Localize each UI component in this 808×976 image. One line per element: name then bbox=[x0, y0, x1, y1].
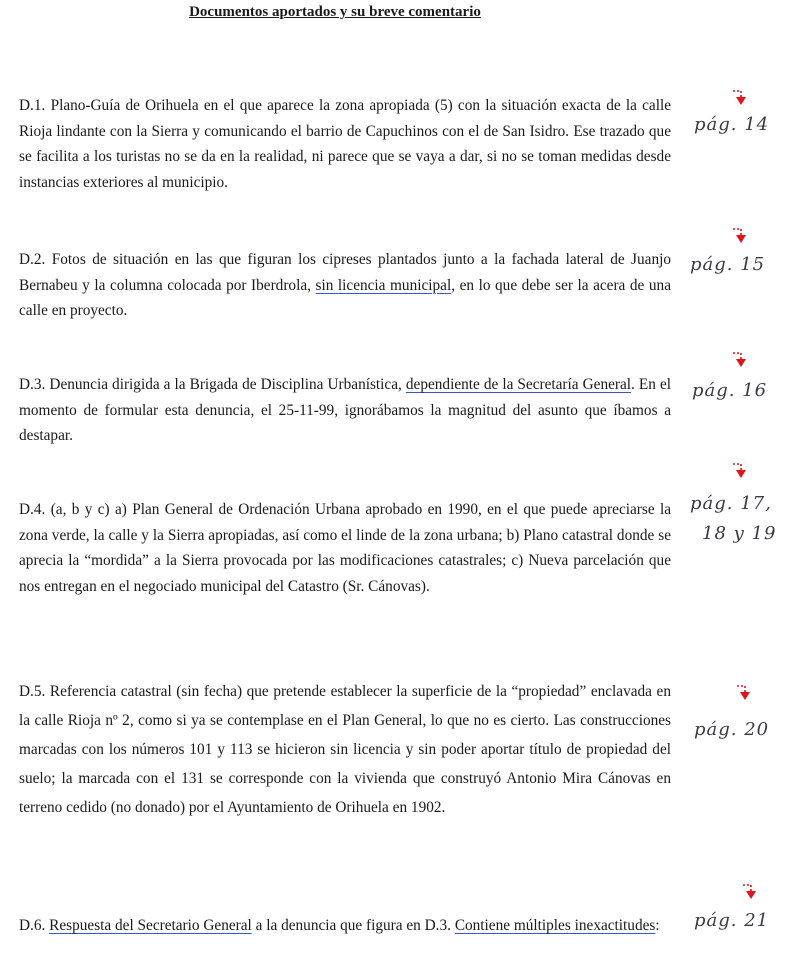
entry-text: D.1. Plano-Guía de Orihuela en el que aparece la zona apropiada (5) con la situación exacta de la calle Rioja lindante con la Sierra y comunicando el barrio de Capuchinos con el de San Isidro. Ese trazado que se facilita a los turistas no se da en la realidad, ni parece que se vaya a dar, si no se toman medidas desde instancias exteriores al municipio. bbox=[19, 97, 671, 191]
red-down-arrow-icon bbox=[730, 226, 750, 246]
entry-text: D.5. Referencia catastral (sin fecha) que pretende establecer la superficie de la “propiedad” enclavada en la calle Rioja nº 2, como si ya se contemplase en el Plan General, lo que no es cierto. Las construcciones marcadas con los números 101 y 113 se hicieron sin licencia y sin poder aportar título de propiedad del suelo; la marcada con el 131 se corresponde con la vivienda que construyó Antonio Mira Cánovas en terreno cedido (no donado) por el Ayuntamiento de Orihuela en 1902. bbox=[19, 683, 671, 816]
red-down-arrow-icon bbox=[734, 683, 754, 703]
entry-text: D.2. Fotos de situación en las que figuran los cipreses plantados junto a la fachada lateral de Juanjo Bernabeu y la columna colocada por Iberdrola, sin licencia municipal, en lo que debe ser la acera de una calle en proyecto. bbox=[19, 251, 671, 319]
page-reference-d2 bbox=[684, 226, 799, 286]
red-down-arrow-icon bbox=[730, 350, 750, 370]
entry-d5 bbox=[19, 677, 671, 822]
red-down-arrow-icon bbox=[730, 461, 750, 481]
page-title: Documentos aportados y su breve comentario bbox=[189, 4, 481, 20]
page-ref-text-line2: 18 y 19 bbox=[702, 523, 777, 544]
page-ref-text: pág. 14 bbox=[694, 114, 770, 135]
page-ref-text: pág. 15 bbox=[690, 254, 766, 275]
page-reference-d3 bbox=[684, 350, 799, 410]
page-reference-d6 bbox=[684, 882, 799, 942]
page-ref-text: pág. 16 bbox=[692, 380, 768, 401]
red-down-arrow-icon bbox=[730, 88, 750, 108]
page-ref-text: pág. 20 bbox=[694, 719, 770, 740]
entry-d4 bbox=[19, 497, 671, 599]
entry-d3 bbox=[19, 372, 671, 449]
red-down-arrow-icon bbox=[740, 882, 760, 902]
page-reference-d1 bbox=[684, 88, 799, 148]
page-ref-text: pág. 21 bbox=[694, 910, 770, 931]
page-ref-text: pág. 17, bbox=[690, 493, 772, 514]
entry-text: D.4. (a, b y c) a) Plan General de Ordenación Urbana aprobado en 1990, en el que puede apreciarse la zona verde, la calle y la Sierra apropiadas, así como el linde de la zona urbana; b) Plano catastral donde se aprecia la “mordida” a la Sierra provocada por las modificaciones catastrales; c) Nueva parcelación que nos entregan en el negociado municipal del Catastro (Sr. Cánovas). bbox=[19, 501, 671, 595]
entry-d6 bbox=[19, 911, 671, 940]
entry-text: D.3. Denuncia dirigida a la Brigada de Disciplina Urbanística, dependiente de la Secretaría General. En el momento de formular esta denuncia, el 25-11-99, ignorábamos la magnitud del asunto que íbamos a destapar. bbox=[19, 376, 671, 444]
entry-d1 bbox=[19, 93, 671, 195]
page-reference-d5 bbox=[684, 683, 799, 753]
entry-d2 bbox=[19, 247, 671, 324]
entry-text: D.6. Respuesta del Secretario General a la denuncia que figura en D.3. Contiene múltiples inexactitudes: bbox=[19, 917, 660, 934]
page-reference-d4 bbox=[684, 461, 799, 561]
